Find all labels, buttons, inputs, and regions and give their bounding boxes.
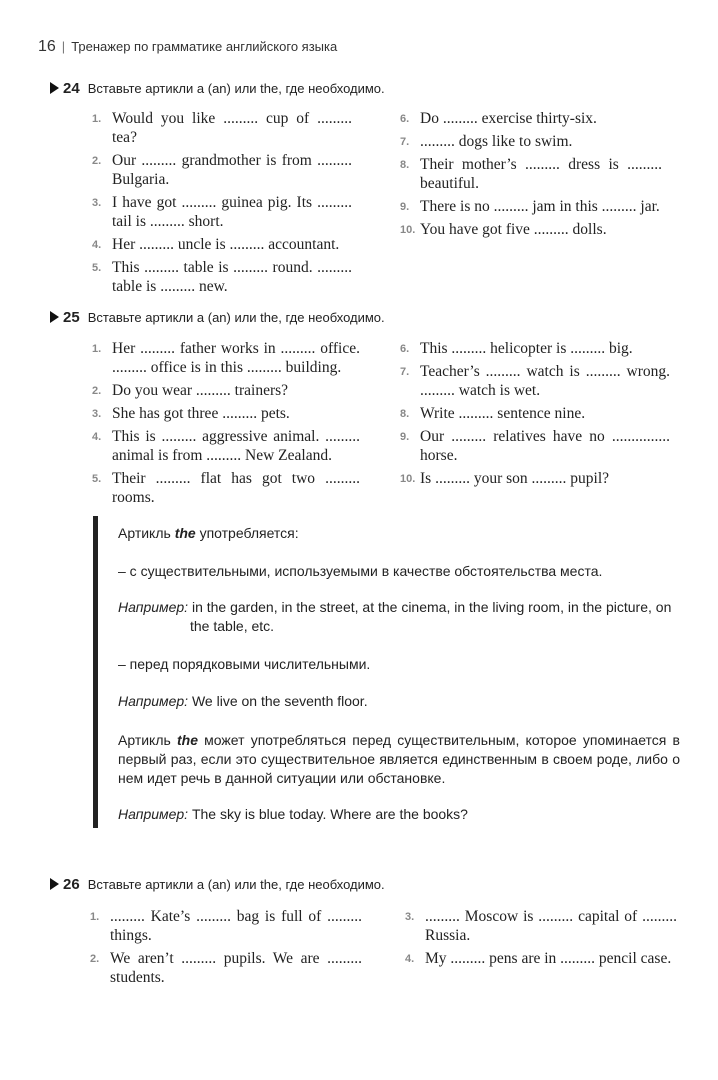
- list-item: [92, 469, 360, 507]
- rule-text: Артикль: [118, 525, 175, 541]
- list-item: [400, 427, 670, 465]
- item-number: 10.: [400, 224, 416, 236]
- item-text: Her ......... uncle is ......... accountant.: [112, 236, 340, 253]
- list-item: [400, 339, 670, 358]
- item-text: We aren’t ......... pupils. We are ......... students.: [110, 950, 362, 986]
- list-item: [90, 907, 362, 945]
- item-text: Our ......... relatives have no ............... horse.: [420, 428, 670, 464]
- example-label: Например:: [118, 599, 189, 615]
- item-text: Do you wear ......... trainers?: [112, 382, 289, 399]
- exercise-25-right-column: [400, 339, 670, 492]
- article-the: the: [174, 525, 196, 541]
- item-text: This is ......... aggressive animal. ......... animal is from ......... New Zealand.: [112, 428, 360, 464]
- list-item: [92, 339, 360, 377]
- item-number: 6.: [400, 343, 410, 355]
- rule-intro: [118, 524, 680, 543]
- item-number: 9.: [400, 201, 410, 213]
- list-item: [400, 197, 662, 216]
- exercise-instruction: Вставьте артикли a (an) или the, где необходимо.: [87, 877, 385, 892]
- item-text: Their ......... flat has got two ......... rooms.: [112, 470, 360, 506]
- item-text: Write ......... sentence nine.: [420, 405, 586, 422]
- list-item: [92, 109, 352, 147]
- list-item: [92, 193, 352, 231]
- list-item: [405, 949, 677, 968]
- item-number: 1.: [92, 343, 102, 355]
- list-item: [92, 258, 352, 296]
- rule-example-place: [118, 598, 680, 636]
- item-text: Is ......... your son ......... pupil?: [420, 470, 610, 487]
- header-separator: |: [61, 39, 66, 54]
- item-number: 5.: [92, 473, 102, 485]
- page-number: 16: [38, 38, 56, 55]
- item-text: Their mother’s ......... dress is ......... beautiful.: [420, 156, 662, 192]
- exercise-24-left-column: [92, 109, 352, 300]
- exercise-25-heading: [50, 309, 385, 326]
- item-text: ......... Moscow is ......... capital of ......... Russia.: [425, 908, 677, 944]
- item-number: 8.: [400, 159, 410, 171]
- example-text: We live on the seventh floor.: [191, 693, 368, 709]
- exercise-26-left-column: [90, 907, 362, 991]
- play-triangle-icon: [50, 878, 59, 890]
- rule-example-unique: [118, 805, 680, 824]
- item-text: Our ......... grandmother is from ......... Bulgaria.: [112, 152, 352, 188]
- item-number: 3.: [92, 408, 102, 420]
- item-number: 7.: [400, 366, 410, 378]
- item-number: 2.: [90, 953, 100, 965]
- list-item: [400, 132, 662, 151]
- item-text: This ......... helicopter is ......... big.: [420, 340, 633, 357]
- item-number: 3.: [92, 197, 102, 209]
- exercise-26-heading: [50, 876, 385, 893]
- item-text: ......... dogs like to swim.: [420, 133, 573, 150]
- item-text: I have got ......... guinea pig. Its ......... tail is ......... short.: [112, 194, 352, 230]
- list-item: [400, 109, 662, 128]
- rule-text: Артикль: [118, 732, 177, 748]
- exercise-24-right-column: [400, 109, 662, 243]
- item-number: 6.: [400, 113, 410, 125]
- exercise-number: 25: [63, 309, 80, 326]
- item-number: 1.: [90, 911, 100, 923]
- list-item: [92, 381, 360, 400]
- example-text: in the garden, in the street, at the cinema, in the living room, in the picture, on the table, etc.: [190, 599, 672, 634]
- item-number: 4.: [92, 239, 102, 251]
- list-item: [400, 220, 662, 239]
- book-title: Тренажер по грамматике английского языка: [71, 39, 338, 54]
- list-item: [92, 235, 352, 254]
- page-header: [38, 38, 337, 56]
- list-item: [400, 155, 662, 193]
- list-item: [400, 362, 670, 400]
- rule-box: [93, 516, 678, 828]
- item-number: 9.: [400, 431, 410, 443]
- item-number: 5.: [92, 262, 102, 274]
- rule-point-ordinal: – перед порядковыми числительными.: [118, 656, 371, 672]
- rule-first-mention: [118, 731, 680, 788]
- example-label: Например:: [118, 806, 189, 822]
- item-text: She has got three ......... pets.: [112, 405, 290, 422]
- exercise-26-right-column: [405, 907, 677, 972]
- list-item: [92, 404, 360, 423]
- item-text: You have got five ......... dolls.: [420, 221, 607, 238]
- rule-text: употребляется:: [195, 525, 299, 541]
- example-label: Например:: [118, 693, 189, 709]
- item-number: 2.: [92, 155, 102, 167]
- item-text: ......... Kate’s ......... bag is full of ......... things.: [110, 908, 362, 944]
- item-text: There is no ......... jam in this ......... jar.: [420, 198, 660, 215]
- play-triangle-icon: [50, 311, 59, 323]
- item-text: Her ......... father works in ......... office. ......... office is in this ......... building.: [112, 340, 360, 376]
- exercise-24-heading: [50, 80, 385, 97]
- item-number: 2.: [92, 385, 102, 397]
- item-number: 4.: [405, 953, 415, 965]
- article-the: the: [176, 732, 198, 748]
- item-number: 1.: [92, 113, 102, 125]
- list-item: [405, 907, 677, 945]
- item-number: 3.: [405, 911, 415, 923]
- rule-point-place: – с существительными, используемыми в качестве обстоятельства места.: [118, 563, 603, 579]
- item-number: 7.: [400, 136, 410, 148]
- exercise-instruction: Вставьте артикли a (an) или the, где необходимо.: [87, 81, 385, 96]
- list-item: [400, 469, 670, 488]
- list-item: [92, 151, 352, 189]
- rule-example-ordinal: [118, 692, 680, 711]
- item-text: Do ......... exercise thirty-six.: [420, 110, 597, 127]
- play-triangle-icon: [50, 82, 59, 94]
- list-item: [400, 404, 670, 423]
- exercise-number: 26: [63, 876, 80, 893]
- item-text: Teacher’s ......... watch is ......... wrong. ......... watch is wet.: [420, 363, 670, 399]
- item-text: This ......... table is ......... round. ......... table is ......... new.: [112, 259, 352, 295]
- exercise-25-left-column: [92, 339, 360, 511]
- list-item: [92, 427, 360, 465]
- item-number: 10.: [400, 473, 416, 485]
- rule-text: может употребляться перед существительным, которое упоминается в первый раз, если это существительное является единственным в своем роде, либо о нем идет речь в данной ситуации или обстановке.: [118, 732, 680, 786]
- item-number: 4.: [92, 431, 102, 443]
- item-text: My ......... pens are in ......... pencil case.: [425, 950, 672, 967]
- exercise-number: 24: [63, 80, 80, 97]
- exercise-instruction: Вставьте артикли a (an) или the, где необходимо.: [87, 310, 385, 325]
- item-number: 8.: [400, 408, 410, 420]
- item-text: Would you like ......... cup of ......... tea?: [112, 110, 352, 146]
- example-text: The sky is blue today. Where are the books?: [191, 806, 468, 822]
- list-item: [90, 949, 362, 987]
